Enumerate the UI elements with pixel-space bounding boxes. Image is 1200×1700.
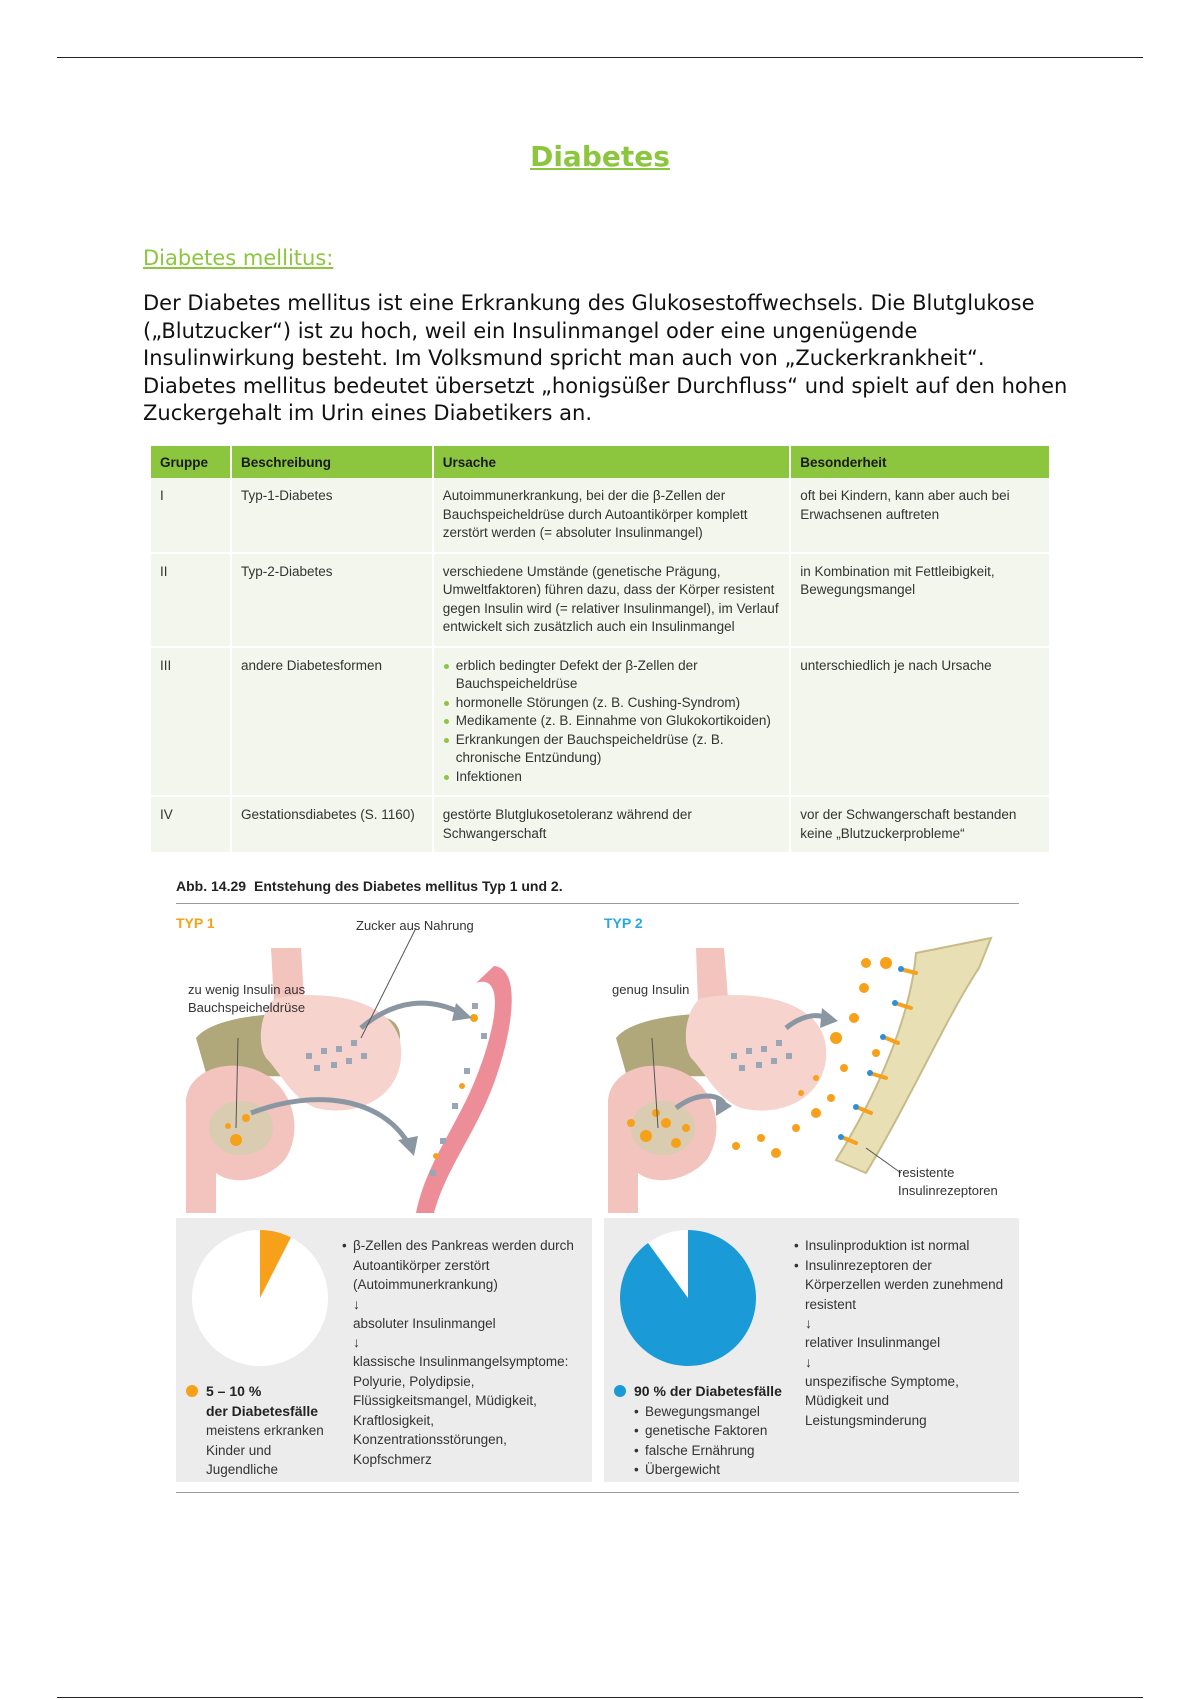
cell-gruppe: IV [151,796,231,853]
typ2-stat-value: 90 % [634,1383,666,1399]
typ1-step2: klassische Insulinmangelsymptome: Polyurie, Polydipsie, Flüssigkeitsmangel, Müdigkeit, Kraftlosigkeit, Konzentrationsstörungen, Kopfschmerz [353,1354,569,1467]
list-item: Medikamente (z. B. Einnahme von Glukokortikoiden) [443,712,780,731]
top-rule [57,57,1143,58]
typ1-stat-text: der Diabetesfälle [206,1402,319,1419]
typ2-step1: relativer Insulinmangel [805,1335,941,1350]
down-arrow-icon: ↓ [805,1353,812,1370]
label-resistant-receptors: resistente Insulinrezeptoren [898,1165,998,1198]
label-too-little-insulin: zu wenig Insulin aus Bauchspeicheldrüse [188,982,306,1015]
typ2-cause-text [794,1236,1006,1430]
typ1-pie-chart [190,1228,330,1368]
typ2-steps [794,1314,1006,1430]
typ1-stat-desc: meistens erkranken Kinder und Jugendliche [206,1423,324,1477]
table-row [151,796,1050,853]
cell-beschreibung: andere Diabetesformen [231,647,433,797]
stomach-shape [686,995,826,1110]
typ2-stat-value-line [614,1382,789,1402]
figure-number: Abb. 14.29 [176,878,247,894]
esophagus-shape [696,948,728,1003]
cell-ursache: gestörte Blutglukosetoleranz während der Schwangerschaft [433,796,790,853]
diabetes-types-table [151,446,1051,854]
typ2-pie-chart [618,1228,758,1368]
typ1-cause-text [342,1236,578,1469]
list-item: • Insulinproduktion ist normal [794,1236,1006,1256]
typ1-label: TYP 1 [176,915,215,931]
cell-beschreibung: Typ-2-Diabetes [231,553,433,647]
label-enough-insulin: genug Insulin [612,982,690,997]
header-gruppe: Gruppe [151,446,231,478]
arrowhead [820,1008,838,1028]
figure-caption-text: Entstehung des Diabetes mellitus Typ 1 und 2. [254,878,563,894]
list-item: erblich bedingter Defekt der β-Zellen der Bauchspeicheldrüse [443,657,780,694]
typ2-step2: unspezifische Symptome, Müdigkeit und Leistungsminderung [805,1373,959,1428]
list-item: • Insulinrezeptoren der Körperzellen werden zunehmend resistent [794,1256,1006,1315]
ursache-list [443,657,780,787]
list-item: hormonelle Störungen (z. B. Cushing-Syndrom) [443,694,780,713]
header-besonderheit: Besonderheit [790,446,1050,478]
typ2-stat [614,1382,789,1480]
cell-ursache [433,647,790,797]
list-item: • β-Zellen des Pankreas werden durch Autoantikörper zerstört (Autoimmunerkrankung) [342,1236,578,1295]
cell-gruppe: III [151,647,231,797]
list-item: • Bewegungsmangel [634,1402,789,1422]
typ1-stat [186,1382,336,1480]
typ2-info-panel [604,1218,1019,1482]
list-item: • falsche Ernährung [634,1441,789,1461]
figure-bottom-divider [176,1492,1019,1493]
typ2-stat-items [614,1402,789,1480]
cell-besonderheit: vor der Schwangerschaft bestanden keine „Blutzuckerprobleme“ [790,796,1050,853]
illustration-svg [176,928,1019,1213]
down-arrow-icon: ↓ [353,1295,360,1312]
cell-beschreibung: Gestationsdiabetes (S. 1160) [231,796,433,853]
down-arrow-icon: ↓ [353,1334,360,1350]
list-item: • Übergewicht [634,1460,789,1480]
table-row [151,647,1050,797]
typ2-bullets [794,1236,1006,1314]
cell-gruppe: II [151,553,231,647]
arrowhead [452,1003,472,1021]
section-heading: Diabetes mellitus: [143,246,334,270]
list-item: Erkrankungen der Bauchspeicheldrüse (z. B. chronische Entzündung) [443,731,780,768]
blue-dot-icon [614,1385,626,1397]
pie-slice [620,1230,756,1366]
table-row [151,478,1050,553]
page-title: Diabetes [530,140,670,173]
typ1-stat-value-line [186,1382,336,1402]
table-header-row [151,446,1050,478]
orange-dot-icon [186,1385,198,1397]
caption-divider [176,903,1019,904]
cell-besonderheit: oft bei Kindern, kann aber auch bei Erwachsenen auftreten [790,478,1050,553]
intro-paragraph: Der Diabetes mellitus ist eine Erkrankung des Glukosestoffwechsels. Die Blutglukose („Blutzucker“) ist zu hoch, weil ein Insulinmangel oder eine ungenügende Insulinwirkung besteht. Im Volksmund spricht man auch von „Zuckerkrankheit“. Diabetes mellitus bedeutet übersetzt „honigsüßer Durchfluss“ und spielt auf den hohen Zuckergehalt im Urin eines Diabetikers an. [143,291,1068,425]
header-ursache: Ursache [433,446,790,478]
typ1-stat-value: 5 – 10 % [206,1383,262,1399]
typ1-illustration [186,928,512,1213]
typ2-label: TYP 2 [604,915,643,931]
arrowhead [398,1136,418,1156]
typ1-bullets [342,1236,578,1295]
typ2-stat-text: der Diabetesfälle [669,1383,782,1399]
bottom-rule [57,1697,1143,1698]
typ1-step1: absoluter Insulinmangel [353,1315,496,1331]
table-row [151,553,1050,647]
cell-beschreibung: Typ-1-Diabetes [231,478,433,553]
figure-caption [176,878,563,894]
cell-ursache: verschiedene Umstände (genetische Prägung, Umweltfaktoren) führen dazu, dass der Körper resistent gegen Insulin wird (= relativer Insulinmangel), im Verlauf entwickelt sich zusätzlich auch ein Insulinmangel [433,553,790,647]
list-item: • genetische Faktoren [634,1421,789,1441]
header-beschreibung: Beschreibung [231,446,433,478]
list-item: Infektionen [443,768,780,787]
cell-besonderheit: in Kombination mit Fettleibigkeit, Bewegungsmangel [790,553,1050,647]
cell-gruppe: I [151,478,231,553]
cell-ursache: Autoimmunerkrankung, bei der die β-Zellen der Bauchspeicheldrüse durch Autoantikörper komplett zerstört werden (= absoluter Insulinmangel) [433,478,790,553]
label-sugar-from-food: Zucker aus Nahrung [356,918,474,933]
typ1-steps [342,1295,578,1470]
typ1-info-panel [176,1218,592,1482]
cell-besonderheit: unterschiedlich je nach Ursache [790,647,1050,797]
figure-diabetes-types [176,878,1019,1498]
down-arrow-icon: ↓ [805,1315,812,1331]
